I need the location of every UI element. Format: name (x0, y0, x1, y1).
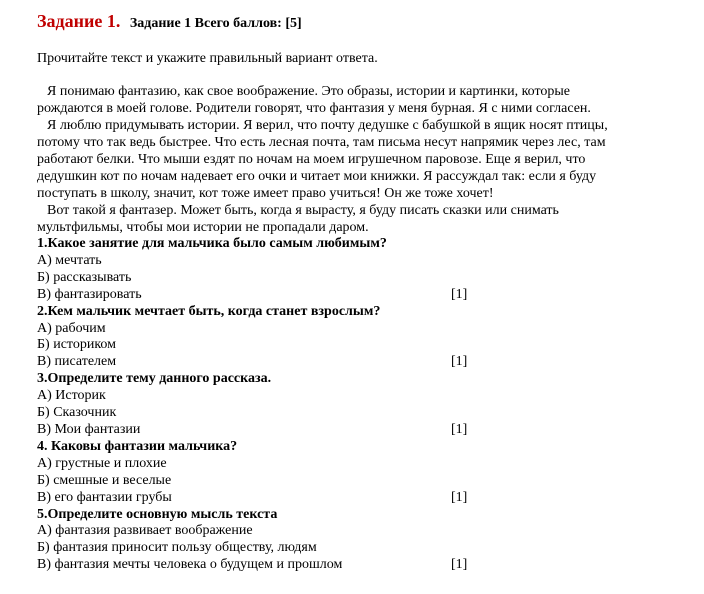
answer-option: А) фантазия развивает воображение (37, 523, 253, 539)
points-label: [1] (451, 421, 468, 437)
points-label: [1] (451, 489, 468, 505)
question-text: 3.Определите тему данного рассказа. (37, 371, 272, 387)
text-line: Я понимаю фантазию, как свое воображение. Это образы, истории и картинки, которые (47, 84, 571, 99)
answer-option: В) Мои фантазии [1] (37, 421, 468, 437)
text-line: дедушкин кот по ночам надевает его очки и читает мои книжки. Я рассуждал так: если я буду (37, 169, 597, 184)
text-line: рождаются в моей голове. Родители говорят, что фантазия у меня бурная. Я с ними согласен. (37, 101, 591, 116)
question-text: 4. Каковы фантазии мальчика? (37, 438, 238, 454)
question-block (37, 507, 477, 575)
answer-option: В) писателем [1] (37, 354, 468, 370)
points-label: [1] (451, 354, 468, 370)
task-title: Задание 1. (37, 11, 121, 31)
instruction: Прочитайте текст и укажите правильный вариант ответа. (37, 51, 378, 66)
answer-option: В) его фантазии грубы [1] (37, 489, 468, 505)
text-line: поступать в школу, значит, кот тоже имеет право учиться! Он же тоже хочет! (37, 186, 494, 201)
task-subtitle: Задание 1 Всего баллов: [5] (129, 16, 302, 31)
answer-option: А) мечтать (37, 252, 102, 268)
answer-option: А) грустные и плохие (37, 455, 167, 471)
text-line: работают белки. Что мыши ездят по ночам на моем игрушечном паровозе. Еще я верил, что (37, 152, 586, 167)
questions-list (37, 236, 477, 574)
question-block (37, 236, 477, 304)
text-line: Я люблю придумывать истории. Я верил, что почту дедушке с бабушкой в ящик носят птицы, (47, 118, 608, 133)
answer-option: Б) фантазия приносит пользу обществу, людям (37, 540, 317, 556)
question-text: 5.Определите основную мысль текста (37, 506, 278, 522)
points-label: [1] (451, 557, 468, 573)
answer-option: В) фантазия мечты человека о будущем и прошлом [1] (37, 557, 468, 573)
text-line: Вот такой я фантазер. Может быть, когда я вырасту, я буду писать сказки или снимать (47, 203, 559, 218)
text-line: мультфильмы, чтобы мои истории не пропадали даром. (37, 220, 369, 235)
question-block (37, 439, 477, 507)
question-text: 2.Кем мальчик мечтает быть, когда станет взрослым? (37, 303, 381, 319)
points-label: [1] (451, 286, 468, 302)
question-text: 1.Какое занятие для мальчика было самым любимым? (37, 236, 387, 251)
answer-option: А) рабочим (37, 320, 106, 336)
answer-option: Б) рассказывать (37, 269, 132, 285)
task-header (37, 11, 302, 32)
question-block (37, 304, 477, 372)
answer-option: В) фантазировать [1] (37, 286, 468, 302)
reading-text (37, 83, 637, 236)
text-line: потому что так ведь быстрее. Что есть лесная почта, там письма несут напрямик через лес, там (37, 135, 606, 150)
answer-option: А) Историк (37, 388, 106, 404)
answer-option: Б) смешные и веселые (37, 472, 172, 488)
question-block (37, 371, 477, 439)
answer-option: Б) историком (37, 337, 117, 353)
answer-option: Б) Сказочник (37, 405, 117, 421)
